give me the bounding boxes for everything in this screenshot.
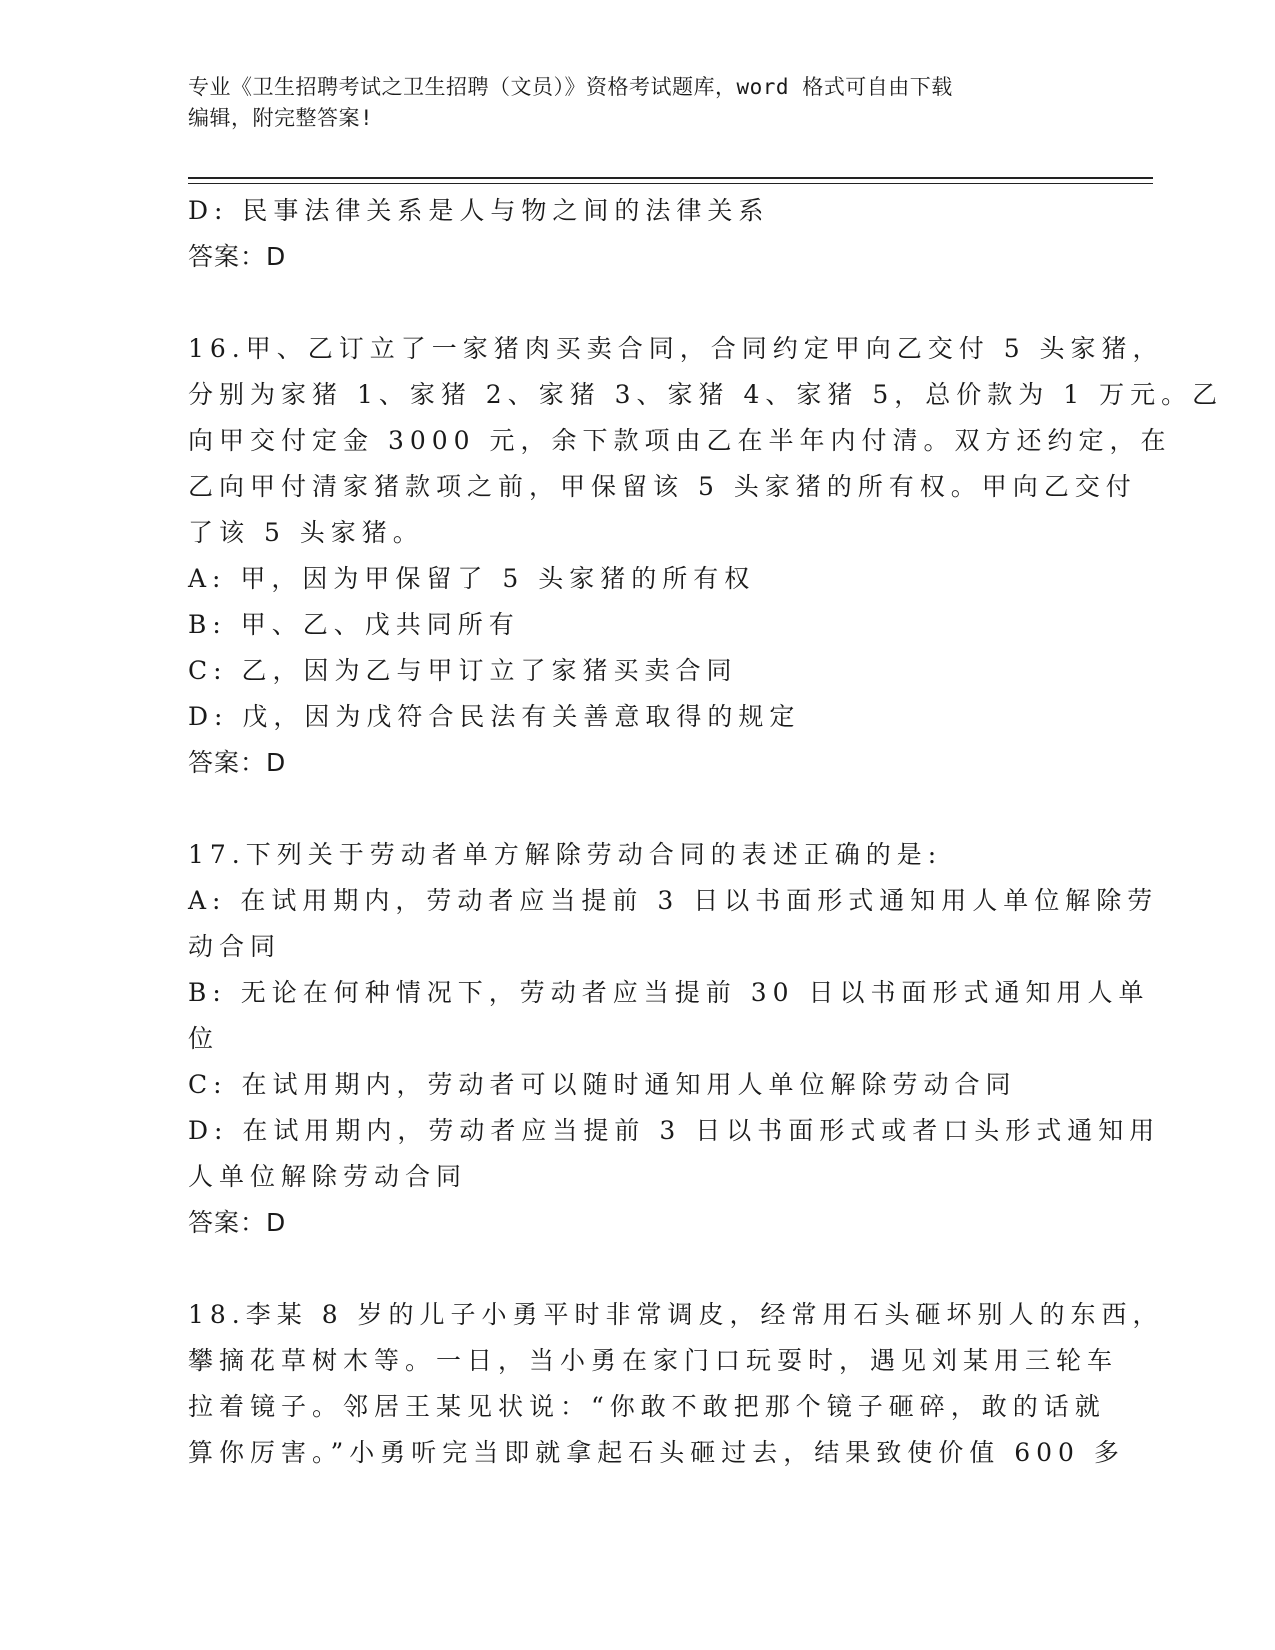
q17-answer: 答案：D	[188, 1208, 287, 1237]
q17-option-c: C: 在试用期内，劳动者可以随时通知用人单位解除劳动合同	[188, 1070, 1017, 1099]
header-divider-thin	[188, 183, 1153, 184]
spacer	[188, 1246, 1088, 1292]
q18-stem-line-3: 拉着镜子。邻居王某见状说：“你敢不敢把那个镜子砸碎，敢的话就	[188, 1392, 1106, 1421]
header-divider-thick	[188, 177, 1153, 179]
q16-option-b: B: 甲、乙、戊共同所有	[188, 610, 520, 639]
q16-stem-line-1: 16.甲、乙订立了一家猪肉买卖合同，合同约定甲向乙交付 5 头家猪，	[188, 334, 1164, 363]
q16-option-d: D: 戊，因为戊符合民法有关善意取得的规定	[188, 702, 801, 731]
q17-option-b-line-2: 位	[188, 1024, 220, 1053]
q17-option-b-line-1: B: 无论在何种情况下，劳动者应当提前 30 日以书面形式通知用人单	[188, 978, 1150, 1007]
q17-stem: 17.下列关于劳动者单方解除劳动合同的表述正确的是:	[188, 840, 943, 869]
question-16	[188, 326, 1224, 786]
spacer	[188, 280, 1088, 326]
spacer	[188, 786, 1088, 832]
header-line-1: 专业《卫生招聘考试之卫生招聘（文员）》资格考试题库，word 格式可自由下载	[188, 75, 953, 99]
document-body	[188, 188, 1224, 1476]
question-18	[188, 1292, 1164, 1476]
q18-stem-line-4: 算你厉害。”小勇听完当即就拿起石头砸过去，结果致使价值 600 多	[188, 1438, 1125, 1467]
document-header	[188, 72, 1068, 134]
q17-option-a-line-1: A: 在试用期内，劳动者应当提前 3 日以书面形式通知用人单位解除劳	[188, 886, 1159, 915]
q17-option-d-line-2: 人单位解除劳动合同	[188, 1162, 468, 1191]
question-17	[188, 832, 1161, 1246]
q17-option-d-line-1: D: 在试用期内，劳动者应当提前 3 日以书面形式或者口头形式通知用	[188, 1116, 1161, 1145]
q18-stem-line-2: 攀摘花草树木等。一日，当小勇在家门口玩耍时，遇见刘某用三轮车	[188, 1346, 1119, 1375]
q16-stem-line-5: 了该 5 头家猪。	[188, 518, 424, 547]
q17-option-a-line-2: 动合同	[188, 932, 282, 961]
q16-answer: 答案：D	[188, 748, 287, 777]
prev-option-d: D: 民事法律关系是人与物之间的法律关系	[188, 196, 770, 225]
q16-option-a: A: 甲，因为甲保留了 5 头家猪的所有权	[188, 564, 756, 593]
q16-stem-line-3: 向甲交付定金 3000 元，余下款项由乙在半年内付清。双方还约定，在	[188, 426, 1172, 455]
header-line-2: 编辑，附完整答案!	[188, 106, 374, 130]
q18-stem-line-1: 18.李某 8 岁的儿子小勇平时非常调皮，经常用石头砸坏别人的东西，	[188, 1300, 1164, 1329]
q16-stem-line-4: 乙向甲付清家猪款项之前，甲保留该 5 头家猪的所有权。甲向乙交付	[188, 472, 1137, 501]
q16-option-c: C: 乙，因为乙与甲订立了家猪买卖合同	[188, 656, 738, 685]
prev-answer: 答案：D	[188, 242, 287, 271]
q16-stem-line-2: 分别为家猪 1、家猪 2、家猪 3、家猪 4、家猪 5，总价款为 1 万元。乙	[188, 380, 1224, 409]
